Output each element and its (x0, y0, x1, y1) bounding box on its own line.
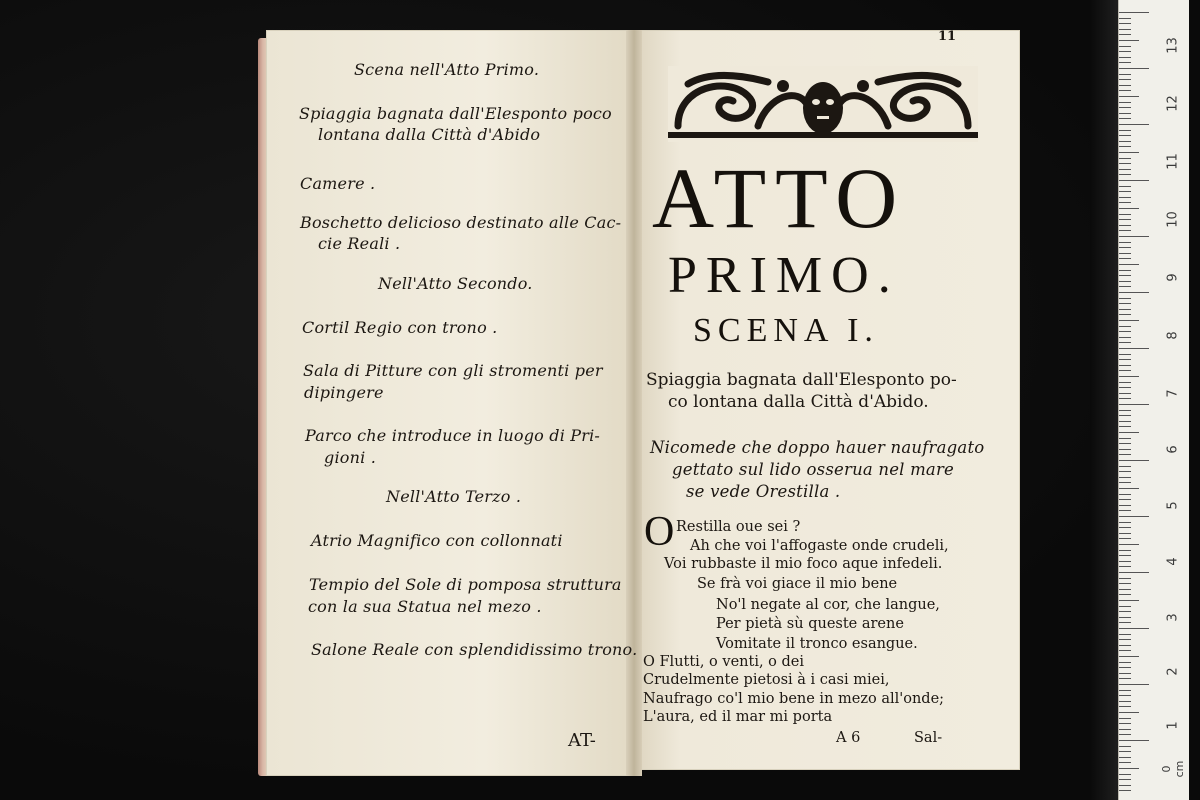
ruler-tick (1119, 270, 1131, 271)
show-through: ⁠ ⁠ (590, 228, 599, 258)
scene-entry-line: dipingere (304, 383, 384, 402)
ruler-tick (1119, 219, 1131, 220)
scene-title: SCENA I. (693, 312, 879, 349)
ruler-tick (1119, 365, 1131, 366)
ruler-tick (1119, 471, 1131, 472)
ruler-tick (1119, 751, 1131, 752)
ruler-tick (1119, 242, 1131, 243)
ruler-tick (1119, 118, 1131, 119)
ruler-tick (1119, 438, 1131, 439)
ruler-tick (1119, 169, 1131, 170)
stage-direction-line: Nicomede che doppo hauer naufragato (650, 438, 985, 457)
scene-entry-line: con la sua Statua nel mezo . (308, 597, 542, 616)
verse-line: No'l negate al cor, che langue, (716, 597, 940, 613)
ruler-tick (1119, 342, 1131, 343)
verse-line: Per pietà sù queste arene (716, 616, 904, 632)
ruler-tick (1119, 645, 1131, 646)
ruler-tick (1119, 258, 1131, 259)
ruler-tick (1119, 247, 1131, 248)
scene-entry-line: lontana dalla Città d'Abido (318, 125, 541, 144)
ruler-tick (1119, 376, 1139, 377)
ruler-tick (1119, 482, 1131, 483)
ruler-tick (1119, 68, 1149, 69)
ruler-number: 11 (1165, 153, 1181, 170)
ruler-tick (1119, 326, 1131, 327)
verse-line: Naufrago co'l mio bene in mezo all'onde; (643, 691, 945, 707)
scene-setting-line: co lontana dalla Città d'Abido. (668, 392, 929, 412)
signature-mark: A 6 (836, 730, 861, 746)
scene-setting-line: Spiaggia bagnata dall'Elesponto po- (646, 370, 957, 390)
act-title: ATTO (652, 150, 907, 246)
ruler-tick (1119, 163, 1131, 164)
ruler-tick (1119, 555, 1131, 556)
verse-line: Ah che voi l'affogaste onde crudeli, (690, 538, 949, 554)
ruler-tick (1119, 309, 1131, 310)
ruler-number: 13 (1165, 37, 1181, 54)
ruler-tick (1119, 298, 1131, 299)
ruler-tick (1119, 102, 1131, 103)
ruler-tick (1119, 202, 1131, 203)
ruler-tick (1119, 79, 1131, 80)
scene-entry-line: Parco che introduce in luogo di Pri- (305, 426, 601, 445)
ruler-tick (1119, 135, 1131, 136)
ruler-tick (1119, 561, 1131, 562)
ruler-tick (1119, 477, 1131, 478)
ruler-tick (1119, 600, 1139, 601)
ruler-tick (1119, 494, 1131, 495)
ruler-tick (1119, 286, 1131, 287)
scene-entry-line: Cortil Regio con trono . (302, 318, 498, 337)
ruler-tick (1119, 544, 1139, 545)
ruler-tick (1119, 695, 1131, 696)
ruler-tick (1119, 197, 1131, 198)
ruler-tick (1119, 46, 1131, 47)
ruler-tick (1119, 550, 1131, 551)
ruler-tick (1119, 701, 1131, 702)
verse-line: L'aura, ed il mar mi porta (643, 709, 833, 725)
ruler-shadow (1090, 0, 1120, 800)
ruler-unit-label: 0 cm (1160, 760, 1186, 778)
ruler-tick (1119, 426, 1131, 427)
ruler-tick (1119, 746, 1131, 747)
ruler-tick (1119, 516, 1149, 517)
ruler-tick (1119, 236, 1149, 237)
scene-entry-line: Sala di Pitture con gli stromenti per (303, 361, 603, 380)
ruler-tick (1119, 214, 1131, 215)
ruler-tick (1119, 706, 1131, 707)
ruler-tick (1119, 382, 1131, 383)
centimeter-ruler (1118, 0, 1189, 800)
ruler-tick (1119, 90, 1131, 91)
ruler-tick (1119, 130, 1131, 131)
ruler-tick (1119, 639, 1131, 640)
ruler-tick (1119, 34, 1131, 35)
ruler-tick (1119, 522, 1131, 523)
ruler-tick (1119, 410, 1131, 411)
ruler-tick (1119, 578, 1131, 579)
ruler-tick (1119, 768, 1139, 769)
scene-entry-line: Tempio del Sole di pomposa struttura (309, 575, 622, 594)
ruler-tick (1119, 779, 1131, 780)
ruler-tick (1119, 634, 1131, 635)
left-catchword: AT- (568, 730, 596, 751)
ruler-tick (1119, 785, 1131, 786)
ruler-tick (1119, 594, 1131, 595)
ruler-tick (1119, 57, 1131, 58)
ruler-tick (1119, 678, 1131, 679)
ruler-tick (1119, 712, 1139, 713)
ruler-tick (1119, 275, 1131, 276)
ruler-tick (1119, 264, 1139, 265)
ruler-tick (1119, 12, 1149, 13)
ruler-tick (1119, 667, 1131, 668)
ruler-tick (1119, 208, 1139, 209)
scene-entry-line: Atrio Magnifico con collonnati (311, 531, 563, 550)
stage-direction-line: se vede Orestilla . (686, 482, 841, 501)
ruler-tick (1119, 718, 1131, 719)
verse-line: Se frà voi giace il mio bene (697, 576, 898, 592)
ruler-tick (1119, 460, 1149, 461)
ruler-tick (1119, 398, 1131, 399)
ruler-tick (1119, 320, 1139, 321)
ruler-tick (1119, 499, 1131, 500)
scene-entry-line: cie Reali . (318, 234, 401, 253)
book-gutter (626, 30, 642, 776)
ruler-tick (1119, 303, 1131, 304)
ruler-tick (1119, 174, 1131, 175)
ruler-tick (1119, 230, 1131, 231)
verse-line: Restilla oue sei ? (676, 519, 801, 535)
ruler-number: 9 (1165, 273, 1181, 282)
ruler-tick (1119, 225, 1131, 226)
ruler-tick (1119, 622, 1131, 623)
verse-line: Voi rubbaste il mio foco aque infedeli. (664, 556, 943, 572)
ruler-tick (1119, 331, 1131, 332)
ruler-tick (1119, 62, 1131, 63)
ruler-tick (1119, 729, 1131, 730)
scene-entry-line: Spiaggia bagnata dall'Elesponto poco (299, 104, 612, 123)
ruler-number: 2 (1165, 667, 1181, 676)
ruler-tick (1119, 628, 1149, 629)
verse-line: O Flutti, o venti, o dei (643, 654, 805, 670)
ruler-tick (1119, 281, 1131, 282)
ruler-tick (1119, 337, 1131, 338)
ruler-tick (1119, 432, 1139, 433)
ruler-tick (1119, 443, 1131, 444)
ruler-tick (1119, 253, 1131, 254)
ruler-tick (1119, 74, 1131, 75)
ruler-tick (1119, 51, 1131, 52)
ruler-tick (1119, 18, 1131, 19)
ruler-tick (1119, 466, 1131, 467)
ruler-tick (1119, 348, 1149, 349)
ruler-tick (1119, 527, 1131, 528)
ruler-tick (1119, 762, 1131, 763)
ruler-number: 8 (1165, 331, 1181, 340)
ruler-tick (1119, 186, 1131, 187)
ruler-tick (1119, 673, 1131, 674)
act-heading: Nell'Atto Secondo. (378, 274, 533, 293)
act-number-title: PRIMO. (668, 247, 900, 304)
ruler-tick (1119, 589, 1131, 590)
ruler-tick (1119, 684, 1149, 685)
ruler-tick (1119, 141, 1131, 142)
ruler-tick (1119, 572, 1149, 573)
ruler-tick (1119, 583, 1131, 584)
ruler-tick (1119, 533, 1131, 534)
scene-list-heading: Scena nell'Atto Primo. (354, 60, 540, 79)
ruler-number: 10 (1165, 211, 1181, 228)
ruler-tick (1119, 488, 1139, 489)
ruler-tick (1119, 370, 1131, 371)
ruler-tick (1119, 690, 1131, 691)
act-heading: Nell'Atto Terzo . (386, 487, 522, 506)
scene-entry-line: gioni . (324, 448, 376, 467)
ruler-tick (1119, 107, 1131, 108)
ruler-tick (1119, 359, 1131, 360)
ruler-tick (1119, 740, 1149, 741)
ruler-tick (1119, 611, 1131, 612)
ruler-tick (1119, 510, 1131, 511)
ruler-number: 3 (1165, 613, 1181, 622)
ruler-tick (1119, 505, 1131, 506)
ruler-tick (1119, 734, 1131, 735)
stage-direction-line: gettato sul lido osserua nel mare (672, 460, 955, 479)
ruler-tick (1119, 454, 1131, 455)
ruler-tick (1119, 113, 1131, 114)
right-catchword: Sal- (914, 730, 943, 746)
ruler-tick (1119, 421, 1131, 422)
scene-entry-line: Camere . (300, 174, 376, 193)
ruler-tick (1119, 354, 1131, 355)
ruler-tick (1119, 314, 1131, 315)
ruler-tick (1119, 415, 1131, 416)
ruler-number: 1 (1165, 721, 1181, 730)
ruler-tick (1119, 23, 1131, 24)
show-through: ⁠ ⁠ ⁠ (560, 160, 577, 190)
ruler-tick (1119, 29, 1131, 30)
page-number: 11 (938, 29, 957, 44)
ruler-tick (1119, 449, 1131, 450)
ruler-number: 7 (1165, 389, 1181, 398)
ruler-tick (1119, 40, 1139, 41)
ruler-number: 12 (1165, 95, 1181, 112)
ruler-tick (1119, 404, 1149, 405)
ruler-tick (1119, 650, 1131, 651)
ruler-tick (1119, 96, 1139, 97)
scene-entry-line: Salone Reale con splendidissimo trono. (311, 640, 638, 659)
ruler-number: 5 (1165, 501, 1181, 510)
verse-line: Vomitate il tronco esangue. (716, 636, 918, 652)
ruler-number: 6 (1165, 445, 1181, 454)
ruler-tick (1119, 538, 1131, 539)
drop-cap: O (644, 509, 675, 555)
ruler-tick (1119, 566, 1131, 567)
ruler-tick (1119, 617, 1131, 618)
ruler-tick (1119, 656, 1139, 657)
verse-line: Crudelmente pietosi à i casi miei, (643, 672, 890, 688)
ruler-number: 4 (1165, 557, 1181, 566)
ruler-tick (1119, 158, 1131, 159)
ruler-tick (1119, 387, 1131, 388)
woodcut-ornament (668, 66, 978, 142)
ruler-tick (1119, 757, 1131, 758)
ruler-tick (1119, 180, 1149, 181)
ruler-tick (1119, 393, 1131, 394)
ruler-tick (1119, 606, 1131, 607)
ruler-tick (1119, 774, 1131, 775)
ruler-tick (1119, 790, 1131, 791)
ruler-tick (1119, 723, 1131, 724)
ruler-tick (1119, 191, 1131, 192)
ruler-tick (1119, 292, 1149, 293)
ruler-tick (1119, 124, 1149, 125)
ruler-tick (1119, 146, 1131, 147)
ruler-tick (1119, 662, 1131, 663)
ruler-tick (1119, 152, 1139, 153)
scene-entry-line: Boschetto delicioso destinato alle Cac- (300, 213, 622, 232)
ruler-tick (1119, 85, 1131, 86)
